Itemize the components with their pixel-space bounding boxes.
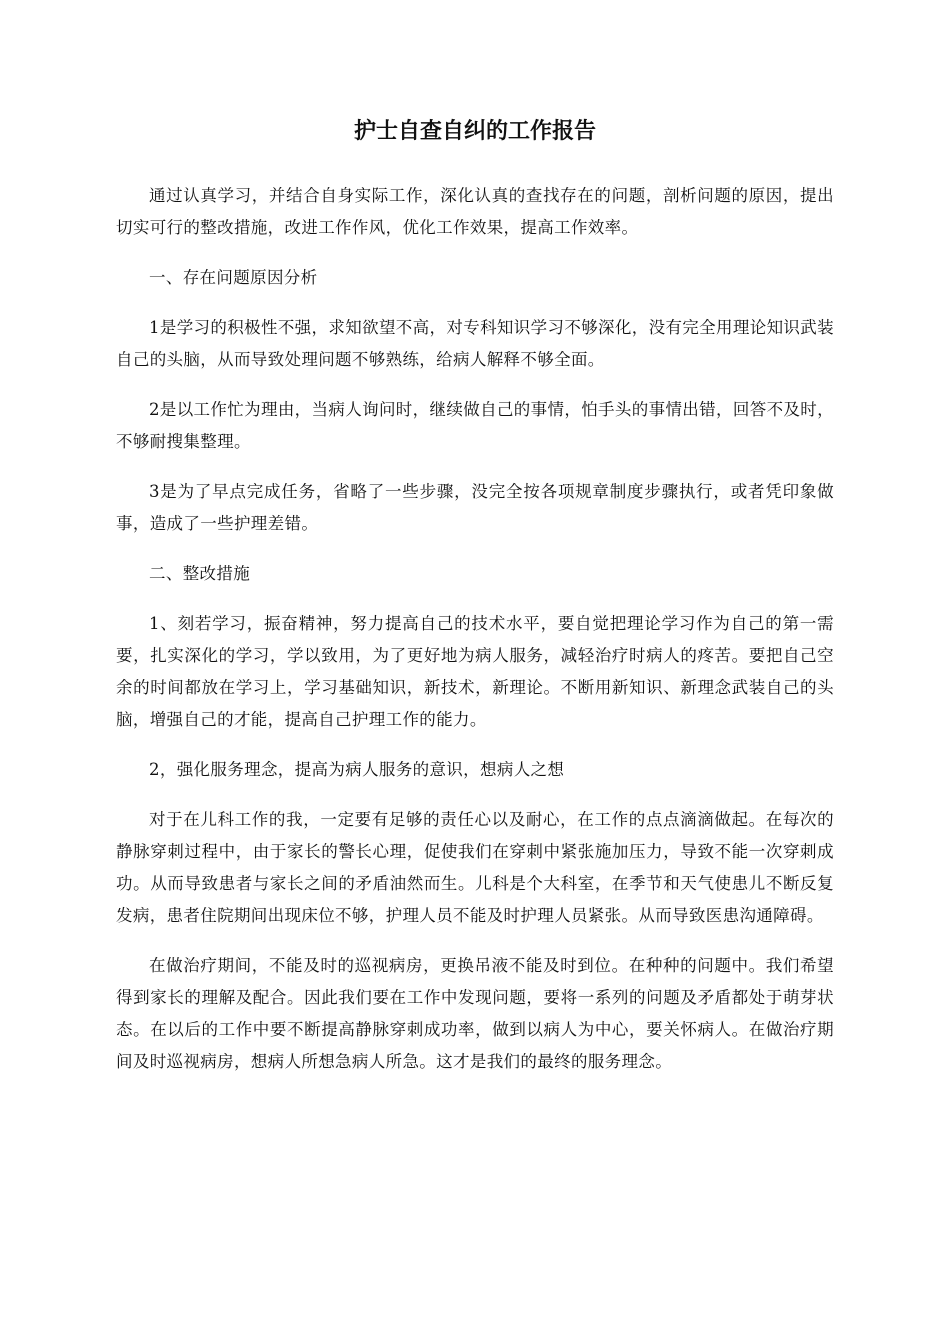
paragraph-intro: 通过认真学习，并结合自身实际工作，深化认真的查找存在的问题，剖析问题的原因，提出切实可行的整改措施，改进工作作风，优化工作效果，提高工作效率。: [116, 186, 834, 237]
paragraph-pediatrics: 对于在儿科工作的我，一定要有足够的责任心以及耐心，在工作的点点滴滴做起。在每次的静脉穿刺过程中，由于家长的警长心理，促使我们在穿刺中紧张施加压力，导致不能一次穿刺成功。从而导致患者与家长之间的矛盾油然而生。儿科是个大科室，在季节和天气使患儿不断反复发病，患者住院期间出现床位不够，护理人员不能及时护理人员紧张。从而导致医患沟通障碍。: [116, 810, 834, 925]
section-heading-problem-analysis: 一、存在问题原因分析: [149, 268, 318, 287]
paragraph-problem-3: 3是为了早点完成任务，省略了一些步骤，没完全按各项规章制度步骤执行，或者凭印象做事，造成了一些护理差错。: [116, 482, 834, 533]
document-body: [116, 180, 834, 1096]
paragraph-treatment: 在做治疗期间，不能及时的巡视病房，更换吊液不能及时到位。在种种的问题中。我们希望得到家长的理解及配合。因此我们要在工作中发现问题，要将一系列的问题及矛盾都处于萌芽状态。在以后的工作中要不断提高静脉穿刺成功率，做到以病人为中心，要关怀病人。在做治疗期间及时巡视病房，想病人所想急病人所急。这才是我们的最终的服务理念。: [116, 956, 834, 1071]
document-title: 护士自查自纠的工作报告: [353, 119, 596, 144]
section-heading-rectification: 二、整改措施: [149, 564, 251, 583]
paragraph-measure-1: 1、刻若学习，振奋精神，努力提高自己的技术水平，要自觉把理论学习作为自己的第一需要，扎实深化的学习，学以致用，为了更好地为病人服务，减轻治疗时病人的疼苦。要把自己空余的时间都放在学习上，学习基础知识，新技术，新理论。不断用新知识、新理念武装自己的头脑，增强自己的才能，提高自己护理工作的能力。: [116, 614, 834, 729]
paragraph-measure-2-heading: 2，强化服务理念，提高为病人服务的意识，想病人之想: [149, 760, 565, 779]
paragraph-problem-2: 2是以工作忙为理由，当病人询问时，继续做自己的事情，怕手头的事情出错，回答不及时，不够耐搜集整理。: [116, 400, 834, 451]
paragraph-problem-1: 1是学习的积极性不强，求知欲望不高，对专科知识学习不够深化，没有完全用理论知识武装自己的头脑，从而导致处理问题不够熟练，给病人解释不够全面。: [116, 318, 834, 369]
